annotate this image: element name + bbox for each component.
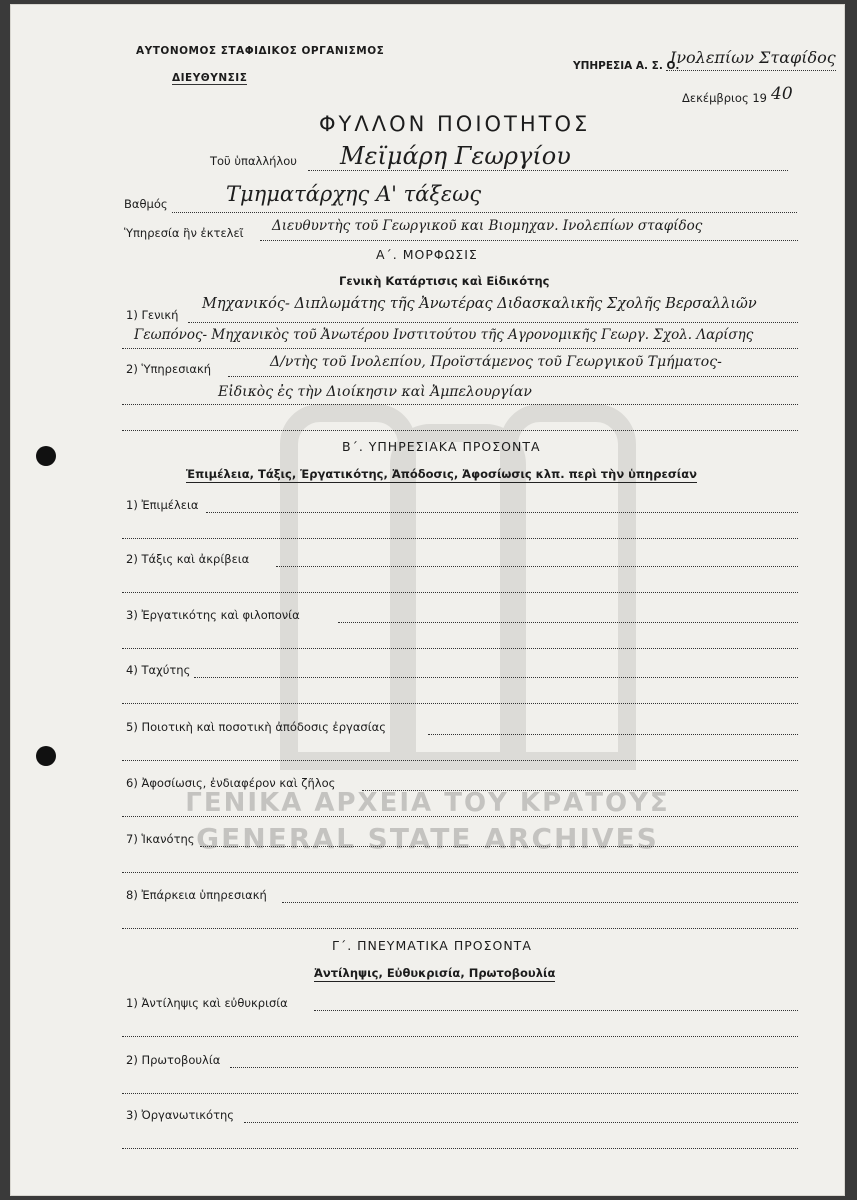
item-diligent-work: 3) Ἐργατικότης καὶ φιλοπονία	[126, 608, 300, 622]
directorate: ΔΙΕΥΘΥΝΣΙΣ	[172, 72, 248, 84]
watermark-line-2: GENERAL STATE ARCHIVES	[196, 822, 659, 855]
employee-name[interactable]: Μεϊμάρη Γεωργίου	[340, 142, 571, 170]
item-speed: 4) Ταχύτης	[126, 663, 191, 677]
item-organization: 3) Ὀργανωτικότης	[126, 1108, 235, 1122]
employee-label: Τοῦ ὑπαλλήλου	[210, 154, 297, 168]
archive-watermark-arch-right	[500, 404, 636, 770]
item-diligence: 1) Ἐπιμέλεια	[126, 498, 199, 512]
punch-hole-bottom	[36, 746, 56, 766]
duty-value[interactable]: Διευθυντὴς τοῦ Γεωργικοῦ και Βιομηχαν. Ινολεπίων σταφίδος	[272, 218, 703, 234]
document-page	[10, 4, 845, 1196]
item-work-line	[338, 622, 798, 623]
section-c-subtitle: Ἀντίληψις, Εὐθυκρισία, Πρωτοβουλία	[314, 966, 556, 980]
item-competence-line	[200, 846, 798, 847]
item-speed-line	[194, 677, 798, 678]
general-label: 1) Γενική	[126, 308, 179, 322]
item-competence: 7) Ἱκανότης	[126, 832, 195, 846]
item-order-line	[276, 566, 798, 567]
service-label: ΥΠΗΡΕΣΙΑ Α. Σ. Ο.	[573, 60, 680, 72]
date-year: 40	[771, 84, 793, 104]
item-initiative: 2) Πρωτοβουλία	[126, 1053, 221, 1067]
service-value: Ινολεπίων Σταφίδος	[670, 48, 836, 67]
service-training-line-1[interactable]: Δ/ντὴς τοῦ Ινολεπίου, Προϊστάμενος τοῦ Γεωργικοῦ Τμήματος-	[270, 354, 722, 370]
item-adequacy-line-2	[122, 928, 798, 929]
punch-hole-top	[36, 446, 56, 466]
rank-line	[172, 212, 797, 213]
item-order-line-2	[122, 592, 798, 593]
watermark-line-1: ΓΕΝΙΚΑ ΑΡΧΕΙΑ ΤΟΥ ΚΡΑΤΟΥΣ	[185, 788, 670, 818]
item-devotion: 6) Ἀφοσίωσις, ἐνδιαφέρον καὶ ζῆλος	[126, 776, 336, 790]
item-perception-line-2	[122, 1036, 798, 1037]
duty-label: Ὑπηρεσία ἣν ἐκτελεῖ	[124, 226, 244, 240]
employee-line	[308, 170, 788, 171]
rank-value[interactable]: Τμηματάρχης Α' τάξεως	[226, 182, 482, 206]
item-performance-line-2	[122, 760, 798, 761]
org-name: ΑΥΤΟΝΟΜΟΣ ΣΤΑΦΙΔΙΚΟΣ ΟΡΓΑΝΙΣΜΟΣ	[136, 45, 385, 57]
item-speed-line-2	[122, 703, 798, 704]
item-performance: 5) Ποιοτικὴ καὶ ποσοτικὴ ἀπόδοσις ἐργασίας	[126, 720, 386, 734]
item-adequacy-line	[282, 902, 798, 903]
general-value-line-2[interactable]: Γεωπόνος- Μηχανικὸς τοῦ Ἀνωτέρου Ινστιτούτου τῆς Αγρονομικῆς Γεωργ. Σχολ. Λαρίσης	[134, 327, 754, 343]
item-perception: 1) Ἀντίληψις καὶ εὐθυκρισία	[126, 996, 288, 1010]
item-devotion-line	[362, 790, 798, 791]
item-order-accuracy: 2) Τάξις καὶ ἀκρίβεια	[126, 552, 250, 566]
service-training-dotted-3	[122, 430, 798, 431]
item-initiative-line-2	[122, 1093, 798, 1094]
item-competence-line-2	[122, 872, 798, 873]
item-diligence-line-2	[122, 538, 798, 539]
item-diligence-line	[206, 512, 798, 513]
service-training-dotted-2	[122, 404, 798, 405]
section-c-title: Γ΄. ΠΝΕΥΜΑΤΙΚΑ ΠΡΟΣΟΝΤΑ	[332, 938, 532, 953]
general-line-2	[122, 348, 798, 349]
service-line	[666, 70, 836, 71]
item-performance-line	[428, 734, 798, 735]
general-value-line-1[interactable]: Μηχανικός- Διπλωμάτης τῆς Ἀνωτέρας Διδασκαλικῆς Σχολῆς Βερσαλλιῶν	[202, 296, 757, 312]
item-devotion-line-2	[122, 816, 798, 817]
item-organization-line	[244, 1122, 798, 1123]
form-title: ΦΥΛΛΟΝ ΠΟΙΟΤΗΤΟΣ	[319, 112, 591, 136]
section-a-title: Α΄. ΜΟΡΦΩΣΙΣ	[376, 247, 478, 262]
service-training-dotted-1	[228, 376, 798, 377]
section-b-subtitle: Ἐπιμέλεια, Τάξις, Ἐργατικότης, Ἀπόδοσις, Ἀφοσίωσις κλπ. περὶ τὴν ὑπηρεσίαν	[186, 467, 698, 481]
section-a-subtitle: Γενικὴ Κατάρτισις καὶ Εἰδικότης	[339, 274, 550, 288]
service-training-line-2[interactable]: Εἰδικὸς ἐς τὴν Διοίκησιν καὶ Ἀμπελουργίαν	[218, 384, 532, 400]
item-adequacy: 8) Ἐπάρκεια ὑπηρεσιακή	[126, 888, 267, 902]
general-line-1	[188, 322, 798, 323]
rank-label: Βαθμός	[124, 197, 168, 211]
item-organization-line-2	[122, 1148, 798, 1149]
section-b-title: Β΄. ΥΠΗΡΕΣΙΑΚΑ ΠΡΟΣΟΝΤΑ	[342, 439, 541, 454]
date-label: Δεκέμβριος 19	[682, 91, 767, 105]
item-initiative-line	[230, 1067, 798, 1068]
duty-line	[260, 240, 798, 241]
item-work-line-2	[122, 648, 798, 649]
service-training-label: 2) Ὑπηρεσιακή	[126, 362, 212, 376]
item-perception-line	[314, 1010, 798, 1011]
